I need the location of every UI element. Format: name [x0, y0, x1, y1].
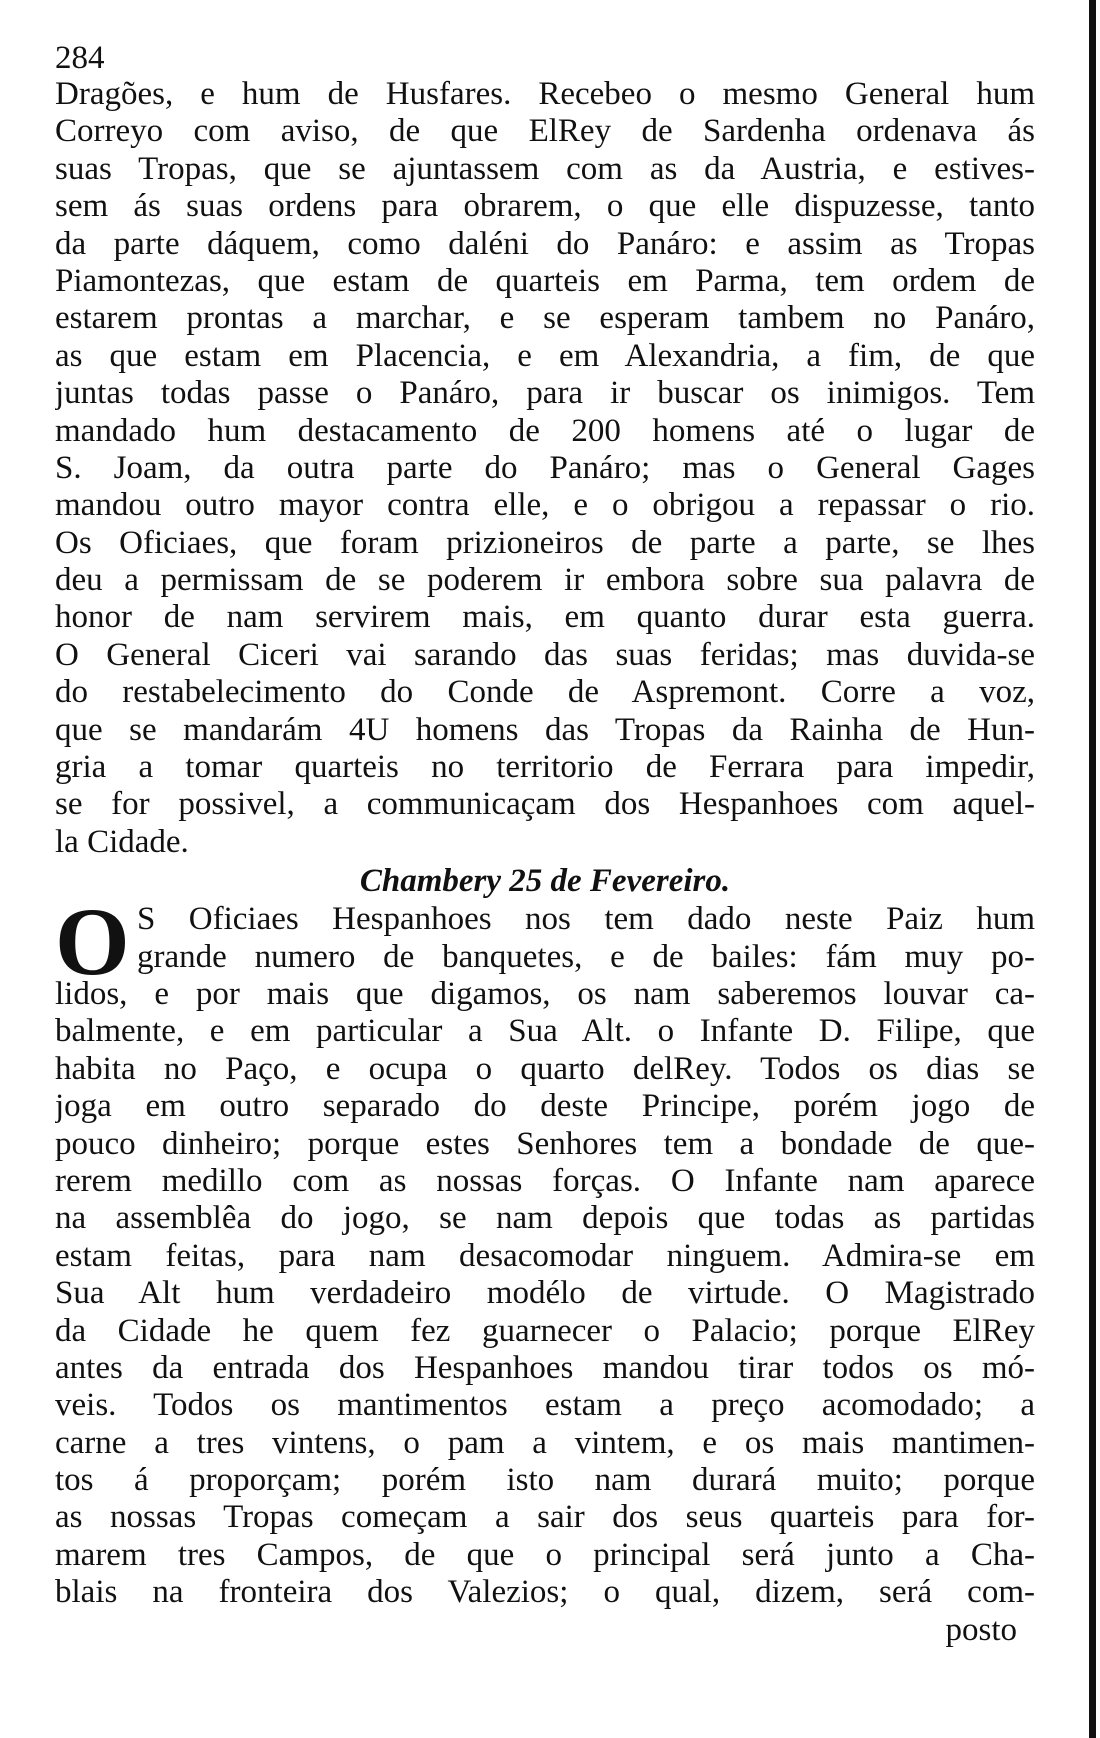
text-line: da Cidade he quem fez guarnecer o Palacio; porque ElRey — [55, 1312, 1035, 1349]
text-line: na assemblêa do jogo, se nam depois que todas as partidas — [55, 1200, 1035, 1237]
text-line: carne a tres vintens, o pam a vintem, e os mais mantimen- — [55, 1424, 1035, 1461]
text-line: la Cidade. — [55, 823, 189, 860]
text-line: do restabelecimento do Conde de Aspremont. Corre a voz, — [55, 674, 1035, 711]
text-line: as nossas Tropas começam a sair dos seus quarteis para for- — [55, 1499, 1035, 1536]
text-line: juntas todas passe o Panáro, para ir buscar os inimigos. Tem — [55, 375, 1035, 412]
text-line: estam feitas, para nam desacomodar ninguem. Admira-se em — [55, 1237, 1035, 1274]
dateline-heading: Chambery 25 de Fevereiro. — [359, 863, 731, 900]
text-line: antes da entrada dos Hespanhoes mandou tirar todos os mó- — [55, 1349, 1035, 1386]
text-line: Sua Alt hum verdadeiro modélo de virtude. O Magistrado — [55, 1275, 1035, 1312]
text-line: Os Oficiaes, que foram prizioneiros de parte a parte, se lhes — [55, 524, 1035, 561]
text-line: as que estam em Placencia, e em Alexandria, a fim, de que — [55, 337, 1035, 374]
text-line: que se mandarám 4U homens das Tropas da Rainha de Hun- — [55, 711, 1035, 748]
text-line: marem tres Campos, de que o principal será junto a Cha- — [55, 1536, 1035, 1573]
paragraph-chambery-report — [55, 888, 1035, 1611]
text-line: habita no Paço, e ocupa o quarto delRey. Todos os dias se — [55, 1050, 1035, 1087]
text-line: gria a tomar quarteis no territorio de Ferrara para impedir, — [55, 749, 1035, 786]
text-line: deu a permissam de se poderem ir embora sobre sua palavra de — [55, 562, 1035, 599]
catchword: posto — [945, 1611, 1017, 1648]
text-line: da parte dáquem, como daléni do Panáro: e assim as Tropas — [55, 225, 1035, 262]
text-line: honor de nam servirem mais, em quanto durar esta guerra. — [55, 599, 1035, 636]
text-line: grande numero de banquetes, e de bailes: fám muy po- — [137, 938, 1035, 975]
text-line: lidos, e por mais que digamos, os nam saberemos louvar ca- — [55, 975, 1035, 1012]
page-number: 284 — [55, 40, 105, 76]
page-edge-rule — [1089, 0, 1096, 1738]
text-line: tos á proporçam; porém isto nam durará muito; porque — [55, 1462, 1035, 1499]
text-line: sem ás suas ordens para obrarem, o que elle dispuzesse, tanto — [55, 188, 1035, 225]
text-line: se for possivel, a communicaçam dos Hespanhoes com aquel- — [55, 786, 1035, 823]
text-line: S Oficiaes Hespanhoes nos tem dado neste Paiz hum — [137, 901, 1035, 938]
text-line: pouco dinheiro; porque estes Senhores tem a bondade de que- — [55, 1125, 1035, 1162]
book-page — [55, 40, 1035, 1720]
text-line: estarem prontas a marchar, e se esperam tambem no Panáro, — [55, 300, 1035, 337]
text-line: mandou outro mayor contra elle, e o obrigou a repassar o rio. — [55, 487, 1035, 524]
text-line: balmente, e em particular a Sua Alt. o Infante D. Filipe, que — [55, 1013, 1035, 1050]
paragraph-italy-report — [55, 76, 1035, 861]
text-line: suas Tropas, que se ajuntassem com as da Austria, e estives- — [55, 150, 1035, 187]
text-line: Correyo com aviso, de que ElRey de Sardenha ordenava ás — [55, 113, 1035, 150]
text-line: veis. Todos os mantimentos estam a preço acomodado; a — [55, 1387, 1035, 1424]
text-line: S. Joam, da outra parte do Panáro; mas o General Gages — [55, 449, 1035, 486]
text-line: Piamontezas, que estam de quarteis em Parma, tem ordem de — [55, 262, 1035, 299]
text-line: joga em outro separado do deste Principe, porém jogo de — [55, 1088, 1035, 1125]
text-line: rerem medillo com as nossas forças. O Infante nam aparece — [55, 1162, 1035, 1199]
text-line: Dragões, e hum de Husfares. Recebeo o mesmo General hum — [55, 76, 1035, 112]
text-line: blais na fronteira dos Valezios; o qual, dizem, será com- — [55, 1574, 1035, 1611]
drop-cap-letter: O — [55, 888, 130, 996]
text-line: mandado hum destacamento de 200 homens até o lugar de — [55, 412, 1035, 449]
text-line: O General Ciceri vai sarando das suas feridas; mas duvida-se — [55, 636, 1035, 673]
